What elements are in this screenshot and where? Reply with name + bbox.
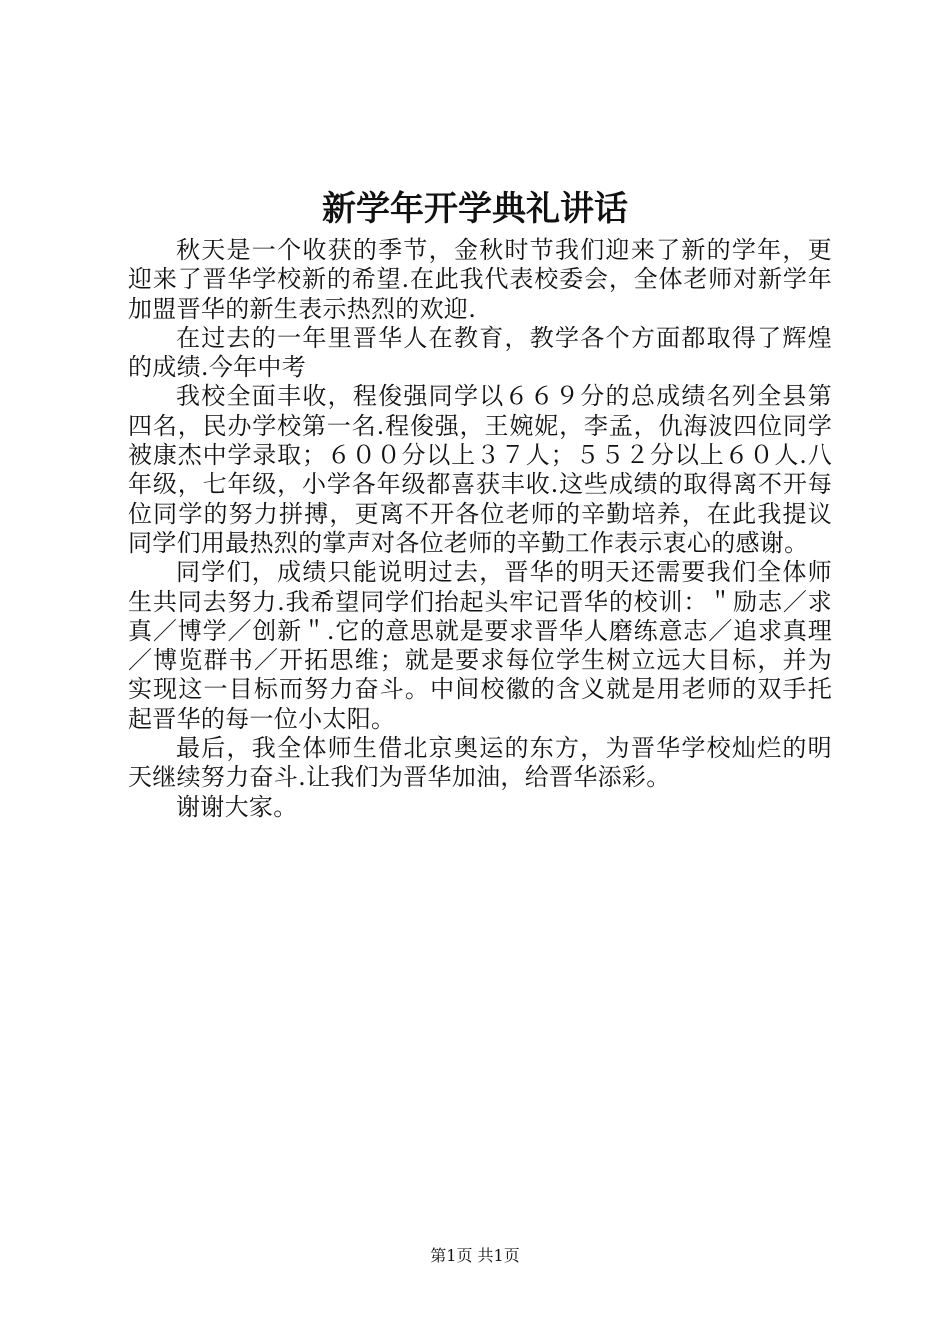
document-title: 新学年开学典礼讲话 — [322, 189, 628, 229]
paragraph-5: 最后，我全体师生借北京奥运的东方，为晋华学校灿烂的明天继续努力奋斗.让我们为晋华加油，给晋华添彩。 — [128, 734, 832, 792]
paragraph-1: 秋天是一个收获的季节，金秋时节我们迎来了新的学年，更迎来了晋华学校新的希望.在此我代表校委会，全体老师对新学年加盟晋华的新生表示热烈的欢迎. — [128, 236, 832, 323]
paragraph-3: 我校全面丰收，程俊强同学以６６９分的总成绩名列全县第四名，民办学校第一名.程俊强，王婉妮，李孟，仇海波四位同学被康杰中学录取；６００分以上３７人；５５２分以上６０人.八年级，七年级，小学各年级都喜获丰收.这些成绩的取得离不开每位同学的努力拼搏，更离不开各位老师的辛勤培养，在此我提议同学们用最热烈的掌声对各位老师的辛勤工作表示衷心的感谢。 — [128, 382, 832, 557]
page-footer: 第1页 共1页 — [430, 1246, 520, 1265]
paragraph-6: 谢谢大家。 — [176, 792, 298, 821]
document-body — [128, 236, 832, 822]
paragraph-2: 在过去的一年里晋华人在教育，教学各个方面都取得了辉煌的成绩.今年中考 — [128, 323, 832, 382]
paragraph-4: 同学们，成绩只能说明过去，晋华的明天还需要我们全体师生共同去努力.我希望同学们抬起头牢记晋华的校训：＂励志／求真／博学／创新＂.它的意思就是要求晋华人磨练意志／追求真理／博览群书／开拓思维；就是要求每位学生树立远大目标，并为实现这一目标而努力奋斗。中间校徽的含义就是用老师的双手托起晋华的每一位小太阳。 — [128, 558, 832, 733]
